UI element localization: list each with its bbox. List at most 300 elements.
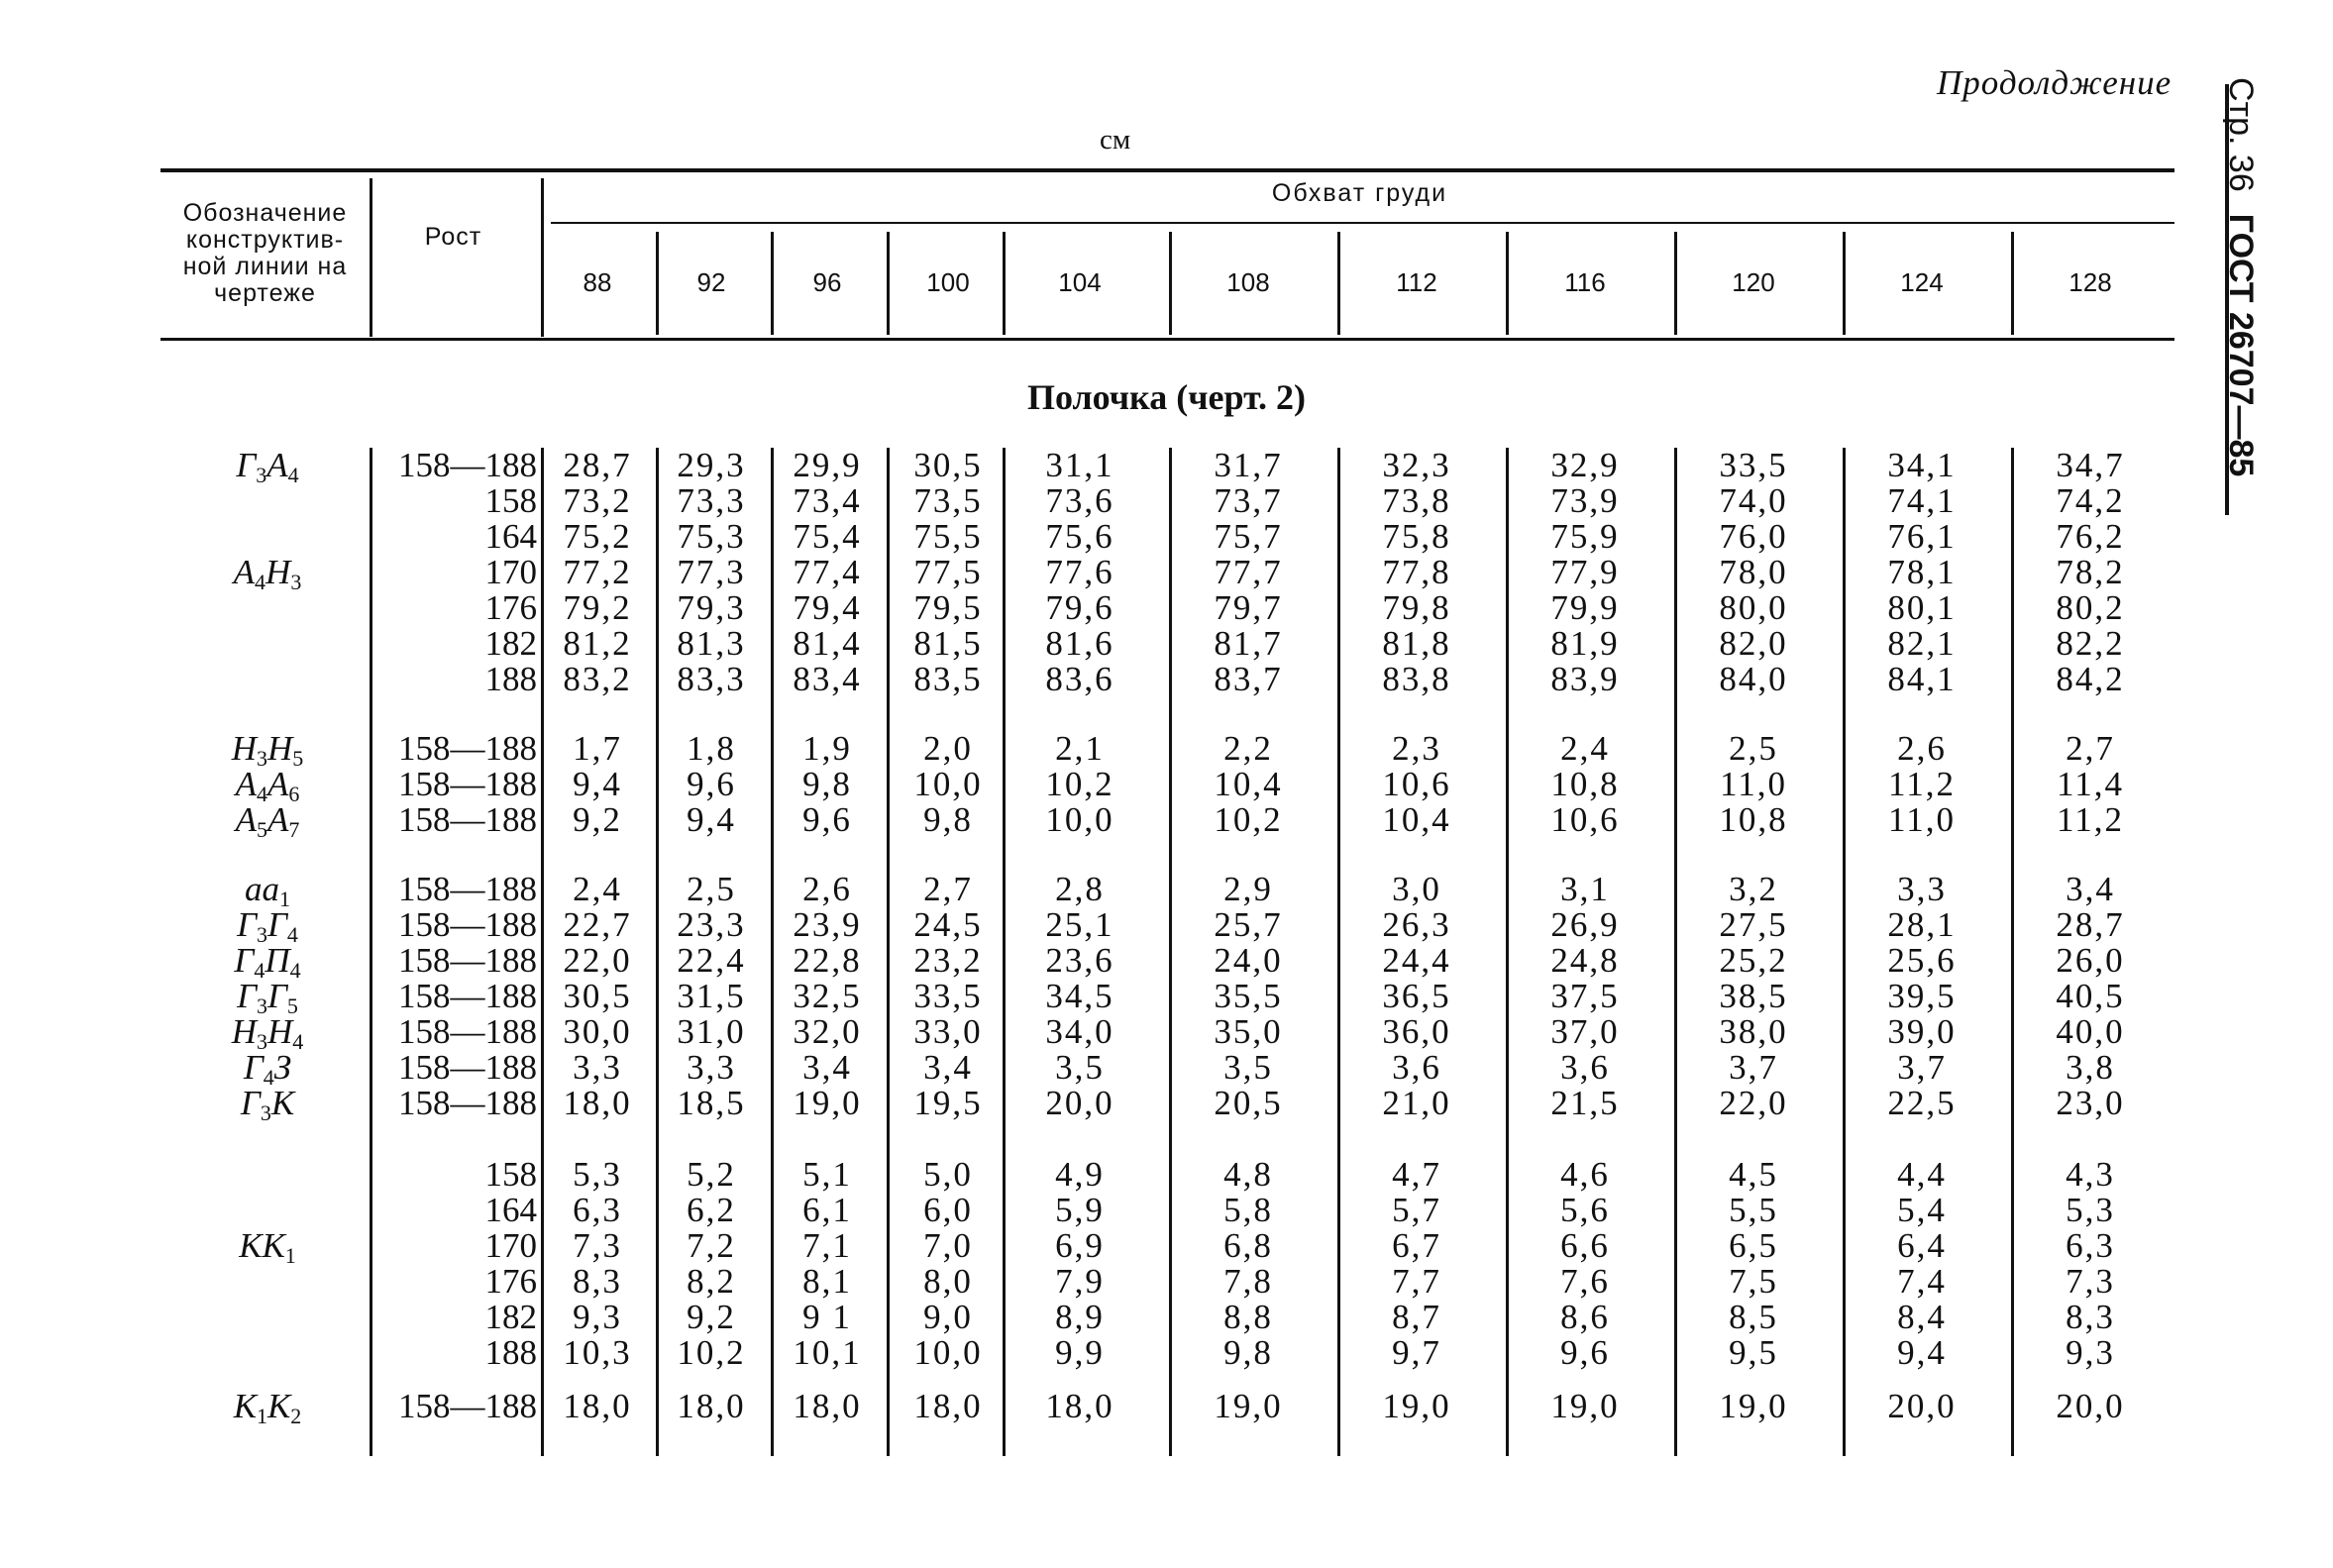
value-cell: 78,0 — [1719, 553, 1788, 591]
value-cell: 9,2 — [573, 800, 622, 839]
designation-subscript: 3 — [290, 570, 302, 594]
value-cell: 79,7 — [1214, 588, 1283, 627]
value-cell: 4,6 — [1560, 1155, 1610, 1194]
height-cell: 164 — [484, 1191, 537, 1229]
value-cell: 3,6 — [1560, 1048, 1610, 1087]
value-cell: 5,9 — [1055, 1191, 1105, 1229]
value-cell: 83,8 — [1382, 660, 1451, 698]
value-cell: 7,2 — [687, 1226, 736, 1265]
designation-letter: К — [270, 1084, 295, 1122]
value-cell: 77,5 — [913, 553, 983, 591]
value-cell: 23,0 — [2056, 1084, 2125, 1122]
value-cell: 83,6 — [1045, 660, 1114, 698]
value-cell: 18,0 — [563, 1387, 632, 1425]
designation-letter: Н — [231, 1012, 257, 1051]
value-cell: 7,3 — [2066, 1262, 2115, 1301]
value-cell: 1,8 — [687, 729, 736, 768]
value-cell: 30,0 — [563, 1012, 632, 1051]
value-cell: 18,5 — [677, 1084, 746, 1122]
designation-subscript: 3 — [260, 1100, 271, 1125]
value-cell: 8,2 — [687, 1262, 736, 1301]
value-cell: 6,3 — [2066, 1226, 2115, 1265]
value-cell: 2,6 — [1897, 729, 1947, 768]
chest-size-header: 112 — [1396, 267, 1437, 297]
value-cell: 24,5 — [913, 905, 983, 944]
value-cell: 31,7 — [1214, 446, 1283, 484]
designation-letter: Н — [267, 1012, 293, 1051]
value-cell: 4,5 — [1729, 1155, 1778, 1194]
chest-size-header: 120 — [1732, 267, 1775, 297]
designation-letter: аа — [245, 870, 279, 908]
value-cell: 5,0 — [923, 1155, 973, 1194]
height-cell: 158—188 — [398, 1048, 537, 1087]
line-designation — [178, 802, 357, 848]
value-cell: 8,8 — [1223, 1298, 1273, 1336]
value-cell: 77,2 — [563, 553, 632, 591]
height-cell: 188 — [484, 660, 537, 698]
chest-size-header: 92 — [696, 267, 726, 297]
value-cell: 11,2 — [1888, 765, 1956, 803]
value-cell: 2,3 — [1392, 729, 1441, 768]
value-cell: 9,2 — [687, 1298, 736, 1336]
designation-subscript: 4 — [286, 922, 298, 947]
value-cell: 19,0 — [793, 1084, 862, 1122]
value-cell: 25,7 — [1214, 905, 1283, 944]
designation-subscript: 3 — [257, 922, 267, 947]
designation-letter: З — [273, 1048, 292, 1087]
value-cell: 6,8 — [1223, 1226, 1273, 1265]
value-cell: 2,6 — [802, 870, 852, 908]
value-cell: 27,5 — [1719, 905, 1788, 944]
value-cell: 4,3 — [2066, 1155, 2115, 1194]
designation-letter: Г — [243, 1048, 264, 1087]
line-designation — [178, 1389, 357, 1434]
value-cell: 10,0 — [1045, 800, 1114, 839]
height-cell: 158 — [484, 481, 537, 520]
value-cell: 1,9 — [802, 729, 852, 768]
section-title: Полочка (черт. 2) — [1026, 377, 1307, 417]
value-cell: 23,3 — [677, 905, 746, 944]
value-cell: 75,4 — [793, 517, 862, 556]
value-cell: 4,4 — [1897, 1155, 1947, 1194]
value-cell: 73,4 — [793, 481, 862, 520]
value-cell: 79,8 — [1382, 588, 1451, 627]
chest-size-header: 124 — [1900, 267, 1944, 297]
value-cell: 18,0 — [793, 1387, 862, 1425]
value-cell: 9,4 — [1897, 1333, 1947, 1372]
value-cell: 9,9 — [1055, 1333, 1105, 1372]
value-cell: 3,6 — [1392, 1048, 1441, 1087]
value-cell: 38,5 — [1719, 977, 1788, 1015]
value-cell: 3,2 — [1729, 870, 1778, 908]
value-cell: 32,9 — [1550, 446, 1620, 484]
value-cell: 2,9 — [1223, 870, 1273, 908]
value-cell: 8,4 — [1897, 1298, 1947, 1336]
chest-size-header: 104 — [1058, 267, 1102, 297]
value-cell: 33,5 — [1719, 446, 1788, 484]
value-cell: 77,9 — [1550, 553, 1620, 591]
value-cell: 10,8 — [1550, 765, 1620, 803]
value-cell: 32,0 — [793, 1012, 862, 1051]
value-cell: 83,9 — [1550, 660, 1620, 698]
value-cell: 8,6 — [1560, 1298, 1610, 1336]
value-cell: 74,1 — [1887, 481, 1957, 520]
value-cell: 81,5 — [913, 624, 983, 663]
value-cell: 10,3 — [563, 1333, 632, 1372]
value-cell: 25,6 — [1887, 941, 1957, 980]
value-cell: 22,5 — [1887, 1084, 1957, 1122]
value-cell: 31,1 — [1045, 446, 1114, 484]
value-cell: 75,8 — [1382, 517, 1451, 556]
units-label: см — [1100, 124, 1131, 156]
value-cell: 39,5 — [1887, 977, 1957, 1015]
value-cell: 73,8 — [1382, 481, 1451, 520]
designation-letter: Г — [267, 905, 287, 944]
designation-letter: А — [235, 765, 257, 803]
value-cell: 19,0 — [1550, 1387, 1620, 1425]
value-cell: 10,1 — [793, 1333, 862, 1372]
value-cell: 9,4 — [687, 800, 736, 839]
value-cell: 76,1 — [1887, 517, 1957, 556]
value-cell: 9,8 — [802, 765, 852, 803]
height-cell: 158—188 — [398, 729, 537, 768]
height-cell: 170 — [484, 1226, 537, 1265]
value-cell: 40,0 — [2056, 1012, 2125, 1051]
value-cell: 26,0 — [2056, 941, 2125, 980]
line-designation — [178, 448, 357, 493]
chest-size-header: 96 — [812, 267, 842, 297]
designation-subscript: 2 — [290, 1404, 302, 1428]
value-cell: 82,0 — [1719, 624, 1788, 663]
designation-letter: К — [233, 1387, 257, 1425]
value-cell: 77,6 — [1045, 553, 1114, 591]
value-cell: 7,7 — [1392, 1262, 1441, 1301]
value-cell: 29,3 — [677, 446, 746, 484]
value-cell: 73,2 — [563, 481, 632, 520]
value-cell: 77,4 — [793, 553, 862, 591]
value-cell: 77,3 — [677, 553, 746, 591]
value-cell: 81,2 — [563, 624, 632, 663]
designation-letter: Н — [265, 553, 291, 591]
value-cell: 32,5 — [793, 977, 862, 1015]
designation-subscript: 1 — [257, 1404, 267, 1428]
value-cell: 9,6 — [687, 765, 736, 803]
value-cell: 32,3 — [1382, 446, 1451, 484]
value-cell: 38,0 — [1719, 1012, 1788, 1051]
value-cell: 18,0 — [1045, 1387, 1114, 1425]
value-cell: 2,5 — [687, 870, 736, 908]
designation-subscript: 7 — [288, 817, 300, 842]
designation-letter: Г — [237, 977, 257, 1015]
value-cell: 2,4 — [573, 870, 622, 908]
body-column-separator — [370, 448, 372, 1456]
value-cell: 3,5 — [1055, 1048, 1105, 1087]
value-cell: 4,8 — [1223, 1155, 1273, 1194]
value-cell: 28,7 — [563, 446, 632, 484]
value-cell: 76,0 — [1719, 517, 1788, 556]
value-cell: 34,7 — [2056, 446, 2125, 484]
side-page-number: Стр. 36 — [2222, 77, 2260, 192]
value-cell: 22,0 — [563, 941, 632, 980]
value-cell: 11,2 — [2057, 800, 2124, 839]
value-cell: 7,5 — [1729, 1262, 1778, 1301]
value-cell: 10,2 — [1045, 765, 1114, 803]
value-cell: 35,0 — [1214, 1012, 1283, 1051]
height-cell: 176 — [484, 588, 537, 627]
value-cell: 20,0 — [2056, 1387, 2125, 1425]
value-cell: 3,3 — [687, 1048, 736, 1087]
height-cell: 170 — [484, 553, 537, 591]
designation-subscript: 4 — [287, 463, 299, 487]
line-designation — [178, 1086, 357, 1131]
value-cell: 9,6 — [1560, 1333, 1610, 1372]
value-cell: 8,1 — [802, 1262, 852, 1301]
continuation-label: Продолджение — [1937, 63, 2173, 102]
value-cell: 74,2 — [2056, 481, 2125, 520]
value-cell: 3,7 — [1729, 1048, 1778, 1087]
value-cell: 74,0 — [1719, 481, 1788, 520]
value-cell: 6,6 — [1560, 1226, 1610, 1265]
value-cell: 7,6 — [1560, 1262, 1610, 1301]
value-cell: 22,7 — [563, 905, 632, 944]
value-cell: 83,4 — [793, 660, 862, 698]
designation-subscript: 4 — [289, 958, 301, 983]
height-cell: 182 — [484, 1298, 537, 1336]
value-cell: 10,6 — [1382, 765, 1451, 803]
value-cell: 30,5 — [913, 446, 983, 484]
value-cell: 5,7 — [1392, 1191, 1441, 1229]
value-cell: 3,7 — [1897, 1048, 1947, 1087]
value-cell: 5,6 — [1560, 1191, 1610, 1229]
value-cell: 10,8 — [1719, 800, 1788, 839]
value-cell: 10,4 — [1214, 765, 1283, 803]
value-cell: 6,0 — [923, 1191, 973, 1229]
value-cell: 11,0 — [1720, 765, 1787, 803]
designation-letter: Г — [236, 446, 257, 484]
value-cell: 75,9 — [1550, 517, 1620, 556]
chest-size-header: 108 — [1226, 267, 1270, 297]
value-cell: 79,6 — [1045, 588, 1114, 627]
height-cell: 158—188 — [398, 905, 537, 944]
value-cell: 3,4 — [923, 1048, 973, 1087]
designation-subscript: 3 — [256, 463, 267, 487]
value-cell: 6,2 — [687, 1191, 736, 1229]
value-cell: 2,1 — [1055, 729, 1105, 768]
height-cell: 158—188 — [398, 870, 537, 908]
value-cell: 83,2 — [563, 660, 632, 698]
height-cell: 158—188 — [398, 800, 537, 839]
value-cell: 23,2 — [913, 941, 983, 980]
column-header-designation: Обозначение конструктив- ной линии на чертеже — [182, 199, 348, 307]
value-cell: 5,2 — [687, 1155, 736, 1194]
body-column-separator — [1674, 448, 1677, 1456]
value-cell: 2,7 — [2066, 729, 2115, 768]
value-cell: 75,3 — [677, 517, 746, 556]
value-cell: 11,0 — [1888, 800, 1956, 839]
value-cell: 10,0 — [913, 1333, 983, 1372]
line-designation — [178, 1228, 357, 1274]
designation-subscript: 6 — [288, 782, 300, 806]
height-cell: 182 — [484, 624, 537, 663]
value-cell: 28,1 — [1887, 905, 1957, 944]
value-cell: 8,9 — [1055, 1298, 1105, 1336]
value-cell: 6,9 — [1055, 1226, 1105, 1265]
value-cell: 39,0 — [1887, 1012, 1957, 1051]
value-cell: 26,3 — [1382, 905, 1451, 944]
value-cell: 6,7 — [1392, 1226, 1441, 1265]
value-cell: 7,4 — [1897, 1262, 1947, 1301]
value-cell: 40,5 — [2056, 977, 2125, 1015]
value-cell: 21,0 — [1382, 1084, 1451, 1122]
value-cell: 23,9 — [793, 905, 862, 944]
designation-subscript: 5 — [292, 746, 304, 771]
value-cell: 78,1 — [1887, 553, 1957, 591]
chest-size-header: 128 — [2068, 267, 2112, 297]
value-cell: 3,4 — [2066, 870, 2115, 908]
designation-letter: А — [266, 446, 288, 484]
value-cell: 81,7 — [1214, 624, 1283, 663]
value-cell: 37,0 — [1550, 1012, 1620, 1051]
value-cell: 5,1 — [802, 1155, 852, 1194]
designation-subscript: 5 — [257, 817, 267, 842]
value-cell: 19,0 — [1719, 1387, 1788, 1425]
value-cell: 3,1 — [1560, 870, 1610, 908]
value-cell: 33,5 — [913, 977, 983, 1015]
value-cell: 77,7 — [1214, 553, 1283, 591]
value-cell: 79,2 — [563, 588, 632, 627]
value-cell: 83,5 — [913, 660, 983, 698]
value-cell: 20,0 — [1887, 1387, 1957, 1425]
value-cell: 73,9 — [1550, 481, 1620, 520]
value-cell: 10,2 — [1214, 800, 1283, 839]
value-cell: 20,0 — [1045, 1084, 1114, 1122]
value-cell: 83,7 — [1214, 660, 1283, 698]
value-cell: 9,5 — [1729, 1333, 1778, 1372]
value-cell: 5,8 — [1223, 1191, 1273, 1229]
value-cell: 8,3 — [2066, 1298, 2115, 1336]
designation-letter: КК — [239, 1226, 285, 1265]
body-column-separator — [1337, 448, 1340, 1456]
designation-subscript: 4 — [257, 782, 267, 806]
height-cell: 176 — [484, 1262, 537, 1301]
height-cell: 158 — [484, 1155, 537, 1194]
value-cell: 79,3 — [677, 588, 746, 627]
value-cell: 81,8 — [1382, 624, 1451, 663]
value-cell: 9,8 — [923, 800, 973, 839]
value-cell: 29,9 — [793, 446, 862, 484]
value-cell: 9,8 — [1223, 1333, 1273, 1372]
designation-subscript: 4 — [292, 1029, 304, 1054]
value-cell: 34,1 — [1887, 446, 1957, 484]
designation-letter: А — [267, 800, 289, 839]
value-cell: 81,3 — [677, 624, 746, 663]
value-cell: 3,3 — [1897, 870, 1947, 908]
designation-subscript: 3 — [257, 746, 267, 771]
value-cell: 3,8 — [2066, 1048, 2115, 1087]
designation-letter: К — [267, 1387, 291, 1425]
value-cell: 7,9 — [1055, 1262, 1105, 1301]
value-cell: 24,0 — [1214, 941, 1283, 980]
value-cell: 9,4 — [573, 765, 622, 803]
designation-subscript: 1 — [284, 1243, 296, 1268]
value-cell: 9,6 — [802, 800, 852, 839]
value-cell: 31,0 — [677, 1012, 746, 1051]
value-cell: 2,5 — [1729, 729, 1778, 768]
value-cell: 80,0 — [1719, 588, 1788, 627]
value-cell: 6,4 — [1897, 1226, 1947, 1265]
value-cell: 6,3 — [573, 1191, 622, 1229]
value-cell: 6,5 — [1729, 1226, 1778, 1265]
value-cell: 7,3 — [573, 1226, 622, 1265]
value-cell: 76,2 — [2056, 517, 2125, 556]
value-cell: 5,4 — [1897, 1191, 1947, 1229]
value-cell: 8,7 — [1392, 1298, 1441, 1336]
value-cell: 77,8 — [1382, 553, 1451, 591]
value-cell: 80,1 — [1887, 588, 1957, 627]
height-cell: 158—188 — [398, 765, 537, 803]
designation-letter: Г — [267, 977, 287, 1015]
value-cell: 36,5 — [1382, 977, 1451, 1015]
value-cell: 79,5 — [913, 588, 983, 627]
value-cell: 84,0 — [1719, 660, 1788, 698]
height-cell: 158—188 — [398, 1387, 537, 1425]
height-cell: 158—188 — [398, 446, 537, 484]
value-cell: 9,7 — [1392, 1333, 1441, 1372]
value-cell: 25,1 — [1045, 905, 1114, 944]
value-cell: 35,5 — [1214, 977, 1283, 1015]
designation-letter: А — [235, 800, 257, 839]
chest-size-header: 116 — [1564, 267, 1606, 297]
body-column-separator — [1843, 448, 1846, 1456]
value-cell: 30,5 — [563, 977, 632, 1015]
value-cell: 9 1 — [802, 1298, 852, 1336]
height-cell: 188 — [484, 1333, 537, 1372]
value-cell: 9,0 — [923, 1298, 973, 1336]
value-cell: 2,4 — [1560, 729, 1610, 768]
value-cell: 10,2 — [677, 1333, 746, 1372]
value-cell: 2,2 — [1223, 729, 1273, 768]
value-cell: 31,5 — [677, 977, 746, 1015]
value-cell: 4,9 — [1055, 1155, 1105, 1194]
value-cell: 82,2 — [2056, 624, 2125, 663]
value-cell: 10,4 — [1382, 800, 1451, 839]
value-cell: 83,3 — [677, 660, 746, 698]
designation-letter: А — [233, 553, 256, 591]
designation-letter: Н — [267, 729, 293, 768]
value-cell: 8,5 — [1729, 1298, 1778, 1336]
value-cell: 36,0 — [1382, 1012, 1451, 1051]
value-cell: 84,2 — [2056, 660, 2125, 698]
value-cell: 26,9 — [1550, 905, 1620, 944]
value-cell: 24,4 — [1382, 941, 1451, 980]
value-cell: 73,3 — [677, 481, 746, 520]
value-cell: 21,5 — [1550, 1084, 1620, 1122]
value-cell: 24,8 — [1550, 941, 1620, 980]
height-cell: 158—188 — [398, 941, 537, 980]
value-cell: 1,7 — [573, 729, 622, 768]
value-cell: 7,8 — [1223, 1262, 1273, 1301]
designation-subscript: 5 — [286, 993, 298, 1018]
designation-subscript: 4 — [255, 570, 266, 594]
value-cell: 10,6 — [1550, 800, 1620, 839]
height-cell: 158—188 — [398, 1084, 537, 1122]
body-column-separator — [2011, 448, 2014, 1456]
value-cell: 3,5 — [1223, 1048, 1273, 1087]
value-cell: 84,1 — [1887, 660, 1957, 698]
line-designation — [178, 555, 357, 600]
column-header-height: Рост — [424, 223, 482, 251]
value-cell: 18,0 — [677, 1387, 746, 1425]
